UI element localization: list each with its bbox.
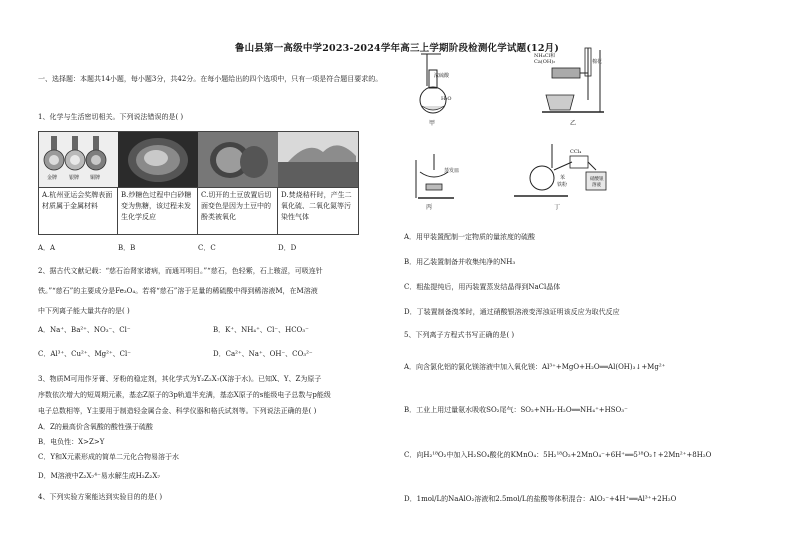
label-solution: 溶液 [592,183,601,188]
q2-stem-line3: 中下列离子能大量共存的是( ) [38,307,130,315]
q5-option-a: A．向含氯化铝的氯化镁溶液中加入氧化镁：Al³⁺+MgO+H₂O══Al(OH)₃↓+Mg²⁺ [404,363,666,371]
q1-option-d: D．D [278,244,297,252]
label-evaporating-dish: 蒸发皿 [444,168,460,174]
q4-option-b: B．用乙装置制备并收集纯净的NH₃ [404,258,516,266]
q2-stem-line2: 铁。”“慈石”的主要成分是Fe₃O₄。若将“慈石”溶于足量的稀硫酸中得到稀溶液M，在M溶液 [38,287,318,295]
apparatus-yi [534,40,614,130]
q3-option-d: D．M溶液中Z₂X₇⁴⁻易水解生成H₂Z₂X₇ [38,472,161,480]
page-title: 鲁山县第一高级中学2023-2024学年高三上学期阶段检测化学试题(12月) [234,43,560,54]
q1-option-c: C．C [198,244,216,252]
label-water: H₂O [441,96,452,102]
q4-option-d: D．丁装置制备溴苯时，通过硝酸银溶液变浑浊证明该反应为取代反应 [404,308,620,316]
q4-option-c: C．粗盐提纯后，用丙装置蒸发结晶得到NaCl晶体 [404,283,561,291]
q3-option-a: A．Z的最高价含氧酸的酸性强于硫酸 [38,423,153,431]
medal-label-bronze: 铜牌 [90,175,101,181]
q1-cell-a: A.杭州亚运会奖牌表面材质属于金属材料 [39,188,118,234]
q5-stem: 5、下列离子方程式书写正确的是( ) [404,331,515,339]
q1-photo-row [39,132,358,188]
label-caoh2: Ca(OH)₂ [534,59,556,65]
q1-photo-potato [198,132,279,187]
q1-cell-d: D.焚烧秸秆时，产生二氧化硫、二氧化氮等污染性气体 [281,191,352,221]
q3-option-c: C．Y和X元素形成的简单二元化合物易溶于水 [38,453,179,461]
pan-image [118,132,198,187]
q1-cell-c: C.切开的土豆放置后切面变色是因为土豆中的酚类被氧化 [198,188,278,234]
medal-label-silver: 银牌 [69,175,80,181]
medal-label-gold: 金牌 [47,175,58,181]
q3-stem-line1: 3、物质M可用作牙膏、牙粉的稳定剂，其化学式为Y₂Z₂X₇(X溶于水)。已知X、Y、Z为原子 [38,375,322,383]
label-agno3: 硝酸银 [590,177,604,182]
apparatus-jia-drawing [405,48,480,130]
q3-option-b: B．电负性：X>Z>Y [38,438,105,446]
label-yi: 乙 [570,120,577,127]
label-iron-powder: 铁粉 [557,182,568,188]
q1-cell-b: B.炒糖色过程中白砂糖变为焦糖，该过程未发生化学反应 [118,188,198,234]
q3-stem-line3: 电子总数相等，Y主要用于制造轻金属合金、科学仪器和格氏试剂等。下列说法正确的是( ) [38,407,317,415]
q3-stem-line2: 序数依次增大的短周期元素，基态Z原子的3p轨道半充满，基态X原子的s能级电子总数与p能级 [38,391,331,399]
straw-burning-image [278,132,358,187]
q1-photo-medals [39,132,119,187]
apparatus-bing [404,150,462,214]
q2-option-c: C．Al³⁺、Cu²⁺、Mg²⁺、Cl⁻ [38,350,131,358]
q1-photo-straw [278,132,358,187]
q2-option-a: A．Na⁺、Ba²⁺、NO₃⁻、Cl⁻ [38,326,131,334]
section-intro: 一、选择题：本题共14小题，每小题3分，共42分。在每小题给出的四个选项中，只有一项是符合题目要求的。 [38,75,383,83]
q2-option-b: B．K⁺、NH₄⁺、Cl⁻、HCO₃⁻ [213,326,309,334]
label-concentrated-sulfuric: 浓硫酸 [434,73,450,79]
q4-option-a: A．用甲装置配制一定物质的量浓度的硫酸 [404,233,536,241]
label-ding: 丁 [554,204,561,211]
q5-option-c: C．向H₂¹⁸O₂中加入H₂SO₄酸化的KMnO₄：5H₂¹⁸O₂+2MnO₄⁻+6H⁺══5¹⁸O₂↑+2Mn²⁺+8H₂O [404,451,712,459]
apparatus-ding [512,140,612,214]
q1-photo-pan [118,132,199,187]
q4-stem: 4、下列实验方案能达到实验目的的是( ) [38,493,163,501]
label-nh4cl: NH₄Cl和 [534,53,556,59]
label-cotton: 棉花 [592,59,603,65]
label-bing: 丙 [426,204,433,211]
q1-option-a: A．A [38,244,56,252]
q1-option-b: B．B [118,244,136,252]
q1-stem: 1、化学与生活密切相关。下列说法错误的是( ) [38,113,184,121]
label-jia: 甲 [429,120,436,127]
apparatus-bing-drawing [404,150,462,214]
q2-option-d: D．Ca²⁺、Na⁺、OH⁻、CO₃²⁻ [213,350,313,358]
label-benzene: 苯 [560,175,566,181]
apparatus-jia [405,48,480,130]
q2-stem-line1: 2、据古代文献记载：“慈石治肾家诸病，而通耳明目。”“慈石，色轻紫，石上皲涩，可吸连针 [38,267,323,275]
potato-image [198,132,278,187]
q5-option-d: D．1mol/L的NaAlO₂溶液和2.5mol/L的盐酸等体积混合：AlO₂⁻+4H⁺══Al³⁺+2H₂O [404,495,677,503]
label-ccl4: CCl₄ [570,149,582,155]
q1-photo-table [38,131,359,235]
q5-option-b: B．工业上用过量氨水吸收SO₂尾气：SO₂+NH₃·H₂O══NH₄⁺+HSO₃⁻ [404,406,628,414]
